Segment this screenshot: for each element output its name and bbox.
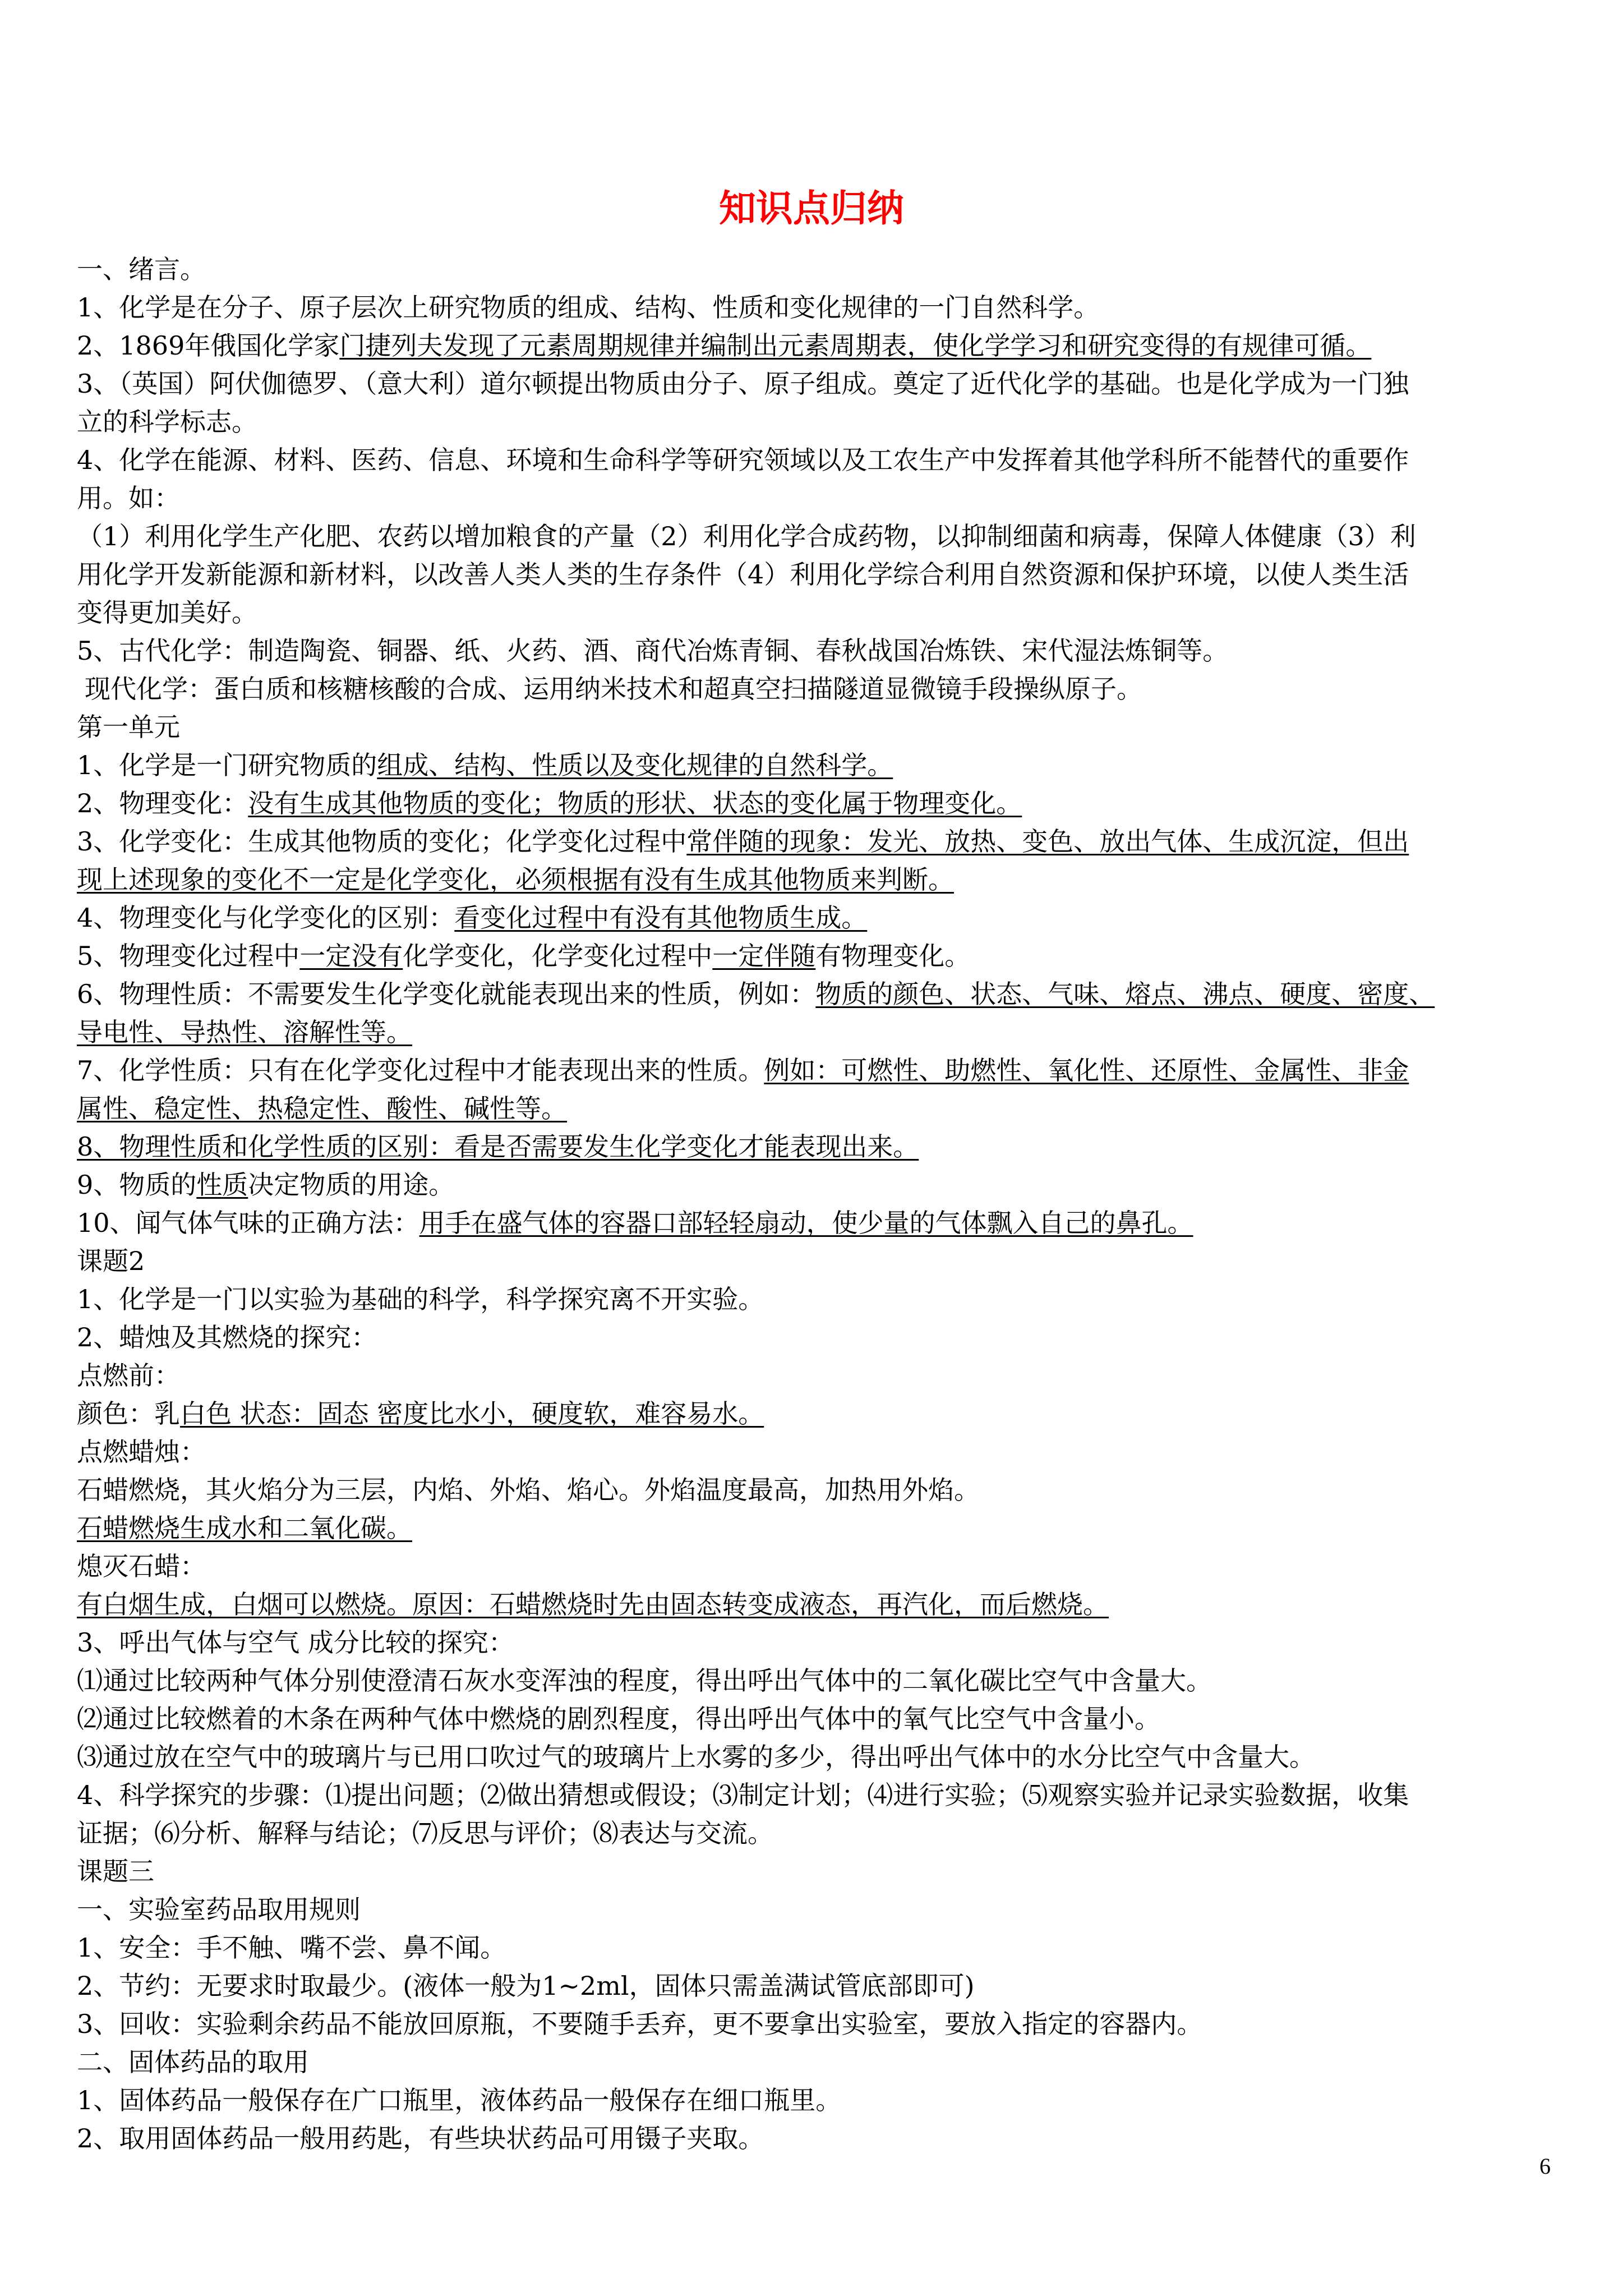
paragraph-line xyxy=(77,1509,1569,1547)
underlined-text: 组成、结构、性质以及变化规律的自然科学。 xyxy=(377,750,893,780)
paragraph-line: 点燃蜡烛： xyxy=(77,1437,206,1467)
text-span: 2、物理变化： xyxy=(77,788,248,818)
paragraph-line xyxy=(77,861,1569,899)
paragraph-line xyxy=(77,326,1569,365)
text-span: 有物理变化。 xyxy=(815,941,971,971)
text-span: 颜色：乳 xyxy=(77,1398,180,1429)
paragraph-line: 立的科学标志。 xyxy=(77,407,257,437)
paragraph-line: 2、节约：无要求时取最少。(液体一般为1~2ml，固体只需盖满试管底部即可) xyxy=(77,1971,975,2001)
page-title: 知识点归纳 xyxy=(719,186,904,230)
paragraph-line: 用。如： xyxy=(77,483,180,513)
section-heading: 课题2 xyxy=(77,1246,145,1276)
underlined-text: 例如：可燃性、助燃性、氧化性、还原性、金属性、非金 xyxy=(764,1055,1409,1085)
paragraph-line xyxy=(77,1013,1569,1051)
text-span: 5、物理变化过程中 xyxy=(77,941,300,971)
section-heading: 课题三 xyxy=(77,1856,154,1887)
paragraph-line xyxy=(77,937,1569,975)
paragraph-line: 点燃前： xyxy=(77,1360,180,1391)
paragraph-line: 1、化学是在分子、原子层次上研究物质的组成、结构、性质和变化规律的一门自然科学。 xyxy=(77,292,1100,323)
text-span: 7、化学性质：只有在化学变化过程中才能表现出来的性质。 xyxy=(77,1055,764,1085)
paragraph-line: 3、（英国）阿伏伽德罗、（意大利）道尔顿提出物质由分子、原子组成。奠定了近代化学的基础。也是化学成为一门独 xyxy=(77,369,1409,399)
paragraph-line: 1、安全：手不触、嘴不尝、鼻不闻。 xyxy=(77,1932,506,1963)
paragraph-line xyxy=(77,1089,1569,1128)
underlined-text: 有白烟生成，白烟可以燃烧。原因：石蜡燃烧时先由固态转变成液态，再汽化，而后燃烧。 xyxy=(77,1589,1109,1619)
section-heading: 一、绪言。 xyxy=(77,254,206,284)
paragraph-line xyxy=(77,746,1569,784)
text-span: 1、化学是一门研究物质的 xyxy=(77,750,377,780)
underlined-text: 一定伴随 xyxy=(712,941,816,971)
paragraph-line: 1、固体药品一般保存在广口瓶里，液体药品一般保存在细口瓶里。 xyxy=(77,2085,842,2115)
paragraph-line: 现代化学：蛋白质和核糖核酸的合成、运用纳米技术和超真空扫描隧道显微镜手段操纵原子。 xyxy=(85,674,1142,704)
paragraph-line xyxy=(77,784,1569,822)
text-span: 化学变化，化学变化过程中 xyxy=(403,941,713,971)
underlined-text: 常伴随的现象：发光、放热、变色、放出气体、生成沉淀，但出 xyxy=(686,826,1409,857)
underlined-text: 性质 xyxy=(196,1170,248,1200)
paragraph-line xyxy=(77,899,1569,937)
paragraph-line xyxy=(77,1585,1569,1623)
text-span: 决定物质的用途。 xyxy=(248,1170,455,1200)
paragraph-line: 3、呼出气体与空气 成分比较的探究： xyxy=(77,1627,514,1658)
paragraph-line: ⑶通过放在空气中的玻璃片与已用口吹过气的玻璃片上水雾的多少，得出呼出气体中的水分比空气中含量大。 xyxy=(77,1742,1315,1772)
section-heading: 第一单元 xyxy=(77,712,180,742)
underlined-text: 导电性、导热性、溶解性等。 xyxy=(77,1017,412,1047)
paragraph-line: 证据；⑹分析、解释与结论；⑺反思与评价；⑻表达与交流。 xyxy=(77,1818,773,1848)
paragraph-line xyxy=(77,975,1569,1013)
paragraph-line xyxy=(77,1051,1569,1089)
paragraph-line: 3、回收：实验剩余药品不能放回原瓶，不要随手丢弃，更不要拿出实验室，要放入指定的容器内。 xyxy=(77,2009,1203,2039)
paragraph-line: 1、化学是一门以实验为基础的科学，科学探究离不开实验。 xyxy=(77,1284,764,1314)
paragraph-line: ⑴通过比较两种气体分别使澄清石灰水变浑浊的程度，得出呼出气体中的二氧化碳比空气中含量大。 xyxy=(77,1665,1212,1696)
paragraph-line: 用化学开发新能源和新材料，以改善人类人类的生存条件（4）利用化学综合利用自然资源和保护环境，以使人类生活 xyxy=(77,559,1409,590)
text-span: 2、1869年俄国化学家 xyxy=(77,330,340,361)
paragraph-line xyxy=(77,1166,1569,1204)
section-heading: 一、实验室药品取用规则 xyxy=(77,1894,361,1925)
paragraph-line: 2、取用固体药品一般用药匙，有些块状药品可用镊子夹取。 xyxy=(77,2123,764,2154)
underlined-text: 现上述现象的变化不一定是化学变化，必须根据有没有生成其他物质来判断。 xyxy=(77,864,954,895)
text-span: 6、物理性质：不需要发生化学变化就能表现出来的性质，例如： xyxy=(77,979,816,1009)
document-body xyxy=(77,250,1569,2157)
underlined-text: 看变化过程中有没有其他物质生成。 xyxy=(454,903,868,933)
paragraph-line: 熄灭石蜡： xyxy=(77,1551,206,1581)
underlined-text: 白色 状态：固态 密度比水小，硬度软，难容易水。 xyxy=(180,1398,764,1429)
section-heading: 二、固体药品的取用 xyxy=(77,2047,309,2077)
paragraph-line: 2、蜡烛及其燃烧的探究： xyxy=(77,1322,377,1352)
paragraph-line: 变得更加美好。 xyxy=(77,597,257,628)
underlined-text: 物质的颜色、状态、气味、熔点、沸点、硬度、密度、 xyxy=(815,979,1435,1009)
paragraph-line xyxy=(77,1204,1569,1242)
underlined-text: 没有生成其他物质的变化；物质的形状、状态的变化属于物理变化。 xyxy=(248,788,1022,818)
page-number: 6 xyxy=(1539,2154,1551,2179)
paragraph-line: 4、科学探究的步骤：⑴提出问题；⑵做出猜想或假设；⑶制定计划；⑷进行实验；⑸观察实验并记录实验数据，收集 xyxy=(77,1780,1409,1810)
underlined-text: 门捷列夫发现了元素周期规律并编制出元素周期表，使化学学习和研究变得的有规律可循。 xyxy=(339,330,1372,361)
text-span: 10、闻气体气味的正确方法： xyxy=(77,1208,419,1238)
text-span: 9、物质的 xyxy=(77,1170,197,1200)
paragraph-line: （1）利用化学生产化肥、农药以增加粮食的产量（2）利用化学合成药物，以抑制细菌和病毒，保障人体健康（3）利 xyxy=(77,521,1416,551)
underlined-text: 属性、稳定性、热稳定性、酸性、碱性等。 xyxy=(77,1093,567,1124)
paragraph-line xyxy=(77,1128,1569,1166)
paragraph-line xyxy=(77,822,1569,861)
paragraph-line: ⑵通过比较燃着的木条在两种气体中燃烧的剧烈程度，得出呼出气体中的氧气比空气中含量小。 xyxy=(77,1704,1160,1734)
text-span: 4、物理变化与化学变化的区别： xyxy=(77,903,455,933)
paragraph-line: 石蜡燃烧，其火焰分为三层，内焰、外焰、焰心。外焰温度最高，加热用外焰。 xyxy=(77,1475,980,1505)
paragraph-line: 4、化学在能源、材料、医药、信息、环境和生命科学等研究领域以及工农生产中发挥着其他学科所不能替代的重要作 xyxy=(77,445,1409,475)
paragraph-line: 5、古代化学：制造陶瓷、铜器、纸、火药、酒、商代冶炼青铜、春秋战国冶炼铁、宋代湿法炼铜等。 xyxy=(77,636,1229,666)
text-span: 3、化学变化：生成其他物质的变化；化学变化过程中 xyxy=(77,826,687,857)
paragraph-line xyxy=(77,1395,1569,1433)
underlined-text: 8、物理性质和化学性质的区别：看是否需要发生化学变化才能表现出来。 xyxy=(77,1131,919,1162)
underlined-text: 用手在盛气体的容器口部轻轻扇动，使少量的气体飘入自己的鼻孔。 xyxy=(419,1208,1193,1238)
underlined-text: 石蜡燃烧生成水和二氧化碳。 xyxy=(77,1513,412,1543)
underlined-text: 一定没有 xyxy=(299,941,403,971)
